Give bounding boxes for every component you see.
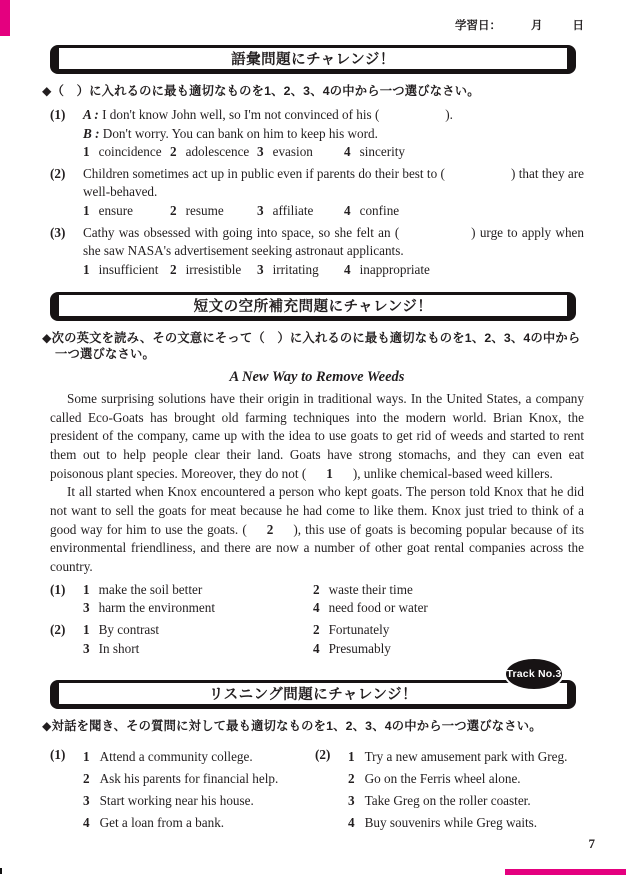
reading-section-header xyxy=(50,292,576,321)
choice-label: adolescence xyxy=(185,144,250,160)
choice-1 xyxy=(83,202,170,221)
choice-label: Fortunately xyxy=(328,622,390,638)
choice-number: 3 xyxy=(83,640,90,656)
speaker-separator: : xyxy=(91,107,103,122)
choice-3 xyxy=(348,790,584,812)
speaker-label: B xyxy=(83,125,92,141)
choice-number: 4 xyxy=(348,815,355,831)
choice-label: ensure xyxy=(98,202,134,218)
choice-label: Presumably xyxy=(328,640,391,656)
choice-label: need food or water xyxy=(328,600,428,616)
audio-track-badge: Track No.3 xyxy=(504,657,564,691)
choice-1 xyxy=(83,143,170,162)
choice-grid xyxy=(83,581,584,618)
study-date-month-label: 月 xyxy=(531,20,543,32)
choice-number: 4 xyxy=(344,261,351,277)
question-number: (2) xyxy=(50,622,66,638)
choice-label: evasion xyxy=(272,144,313,160)
choice-4 xyxy=(313,640,584,659)
page-number: 7 xyxy=(588,836,595,851)
choice-4 xyxy=(344,261,584,280)
choice-label: make the soil better xyxy=(98,581,203,597)
reading-instruction: ◆次の英文を読み、その文意にそって（ ）に入れるのに最も適切なものを1、2、3、4の中から一つ選びなさい。 xyxy=(42,330,581,362)
question-number: (2) xyxy=(315,747,331,763)
choice-number: 2 xyxy=(83,771,90,787)
passage-paragraph-2 xyxy=(50,483,584,577)
choice-label: By contrast xyxy=(98,622,160,638)
listening-question-2 xyxy=(307,746,584,834)
choice-label: sincerity xyxy=(359,144,406,160)
choice-number: 2 xyxy=(313,581,320,597)
vocab-question-3 xyxy=(42,224,584,280)
print-registration-mark xyxy=(0,868,2,874)
choice-label: irritating xyxy=(272,261,319,277)
choice-1 xyxy=(83,261,170,280)
choice-label: In short xyxy=(98,640,140,656)
paragraph-text: It all started when Knox encountered a person who kept goats. The person told Knox that he did not want to sell the goats for meat because he had come to like them. Knox just tried to think of a good way for him to use the goats. ( xyxy=(50,484,584,537)
choice-row xyxy=(83,202,584,221)
choice-2 xyxy=(83,768,307,790)
choice-label: waste their time xyxy=(328,581,413,597)
choice-2 xyxy=(313,581,584,600)
listening-question-1 xyxy=(42,746,307,834)
question-text: Cathy was obsessed with going into space, so she felt an ( ) urge to apply when she saw NASA's advertisement seeking astronaut applicants. xyxy=(83,224,584,259)
listening-instruction: ◆対話を聞き、その質問に対して最も適切なものを1、2、3、4の中から一つ選びなさい。 xyxy=(42,718,542,733)
reading-question-1 xyxy=(42,581,584,618)
dialogue-line-a xyxy=(83,106,584,125)
choice-4 xyxy=(313,599,584,618)
choice-1 xyxy=(83,581,313,600)
listening-section xyxy=(42,668,584,834)
choice-2 xyxy=(170,143,257,162)
choice-number: 1 xyxy=(83,622,90,638)
reading-passage xyxy=(50,369,584,577)
speaker-label: A xyxy=(83,107,92,122)
choice-4 xyxy=(344,202,584,221)
page-edge-accent-tab-bottom xyxy=(505,869,626,875)
choice-number: 2 xyxy=(348,771,355,787)
dialogue-text: I don't know John well, so I'm not convinced of his ( ). xyxy=(102,107,453,122)
choice-number: 3 xyxy=(83,600,90,616)
choice-row xyxy=(83,261,584,280)
choice-4 xyxy=(83,812,307,834)
choice-label: confine xyxy=(359,202,400,218)
choice-number: 1 xyxy=(348,749,355,765)
choice-4 xyxy=(344,143,584,162)
listening-section-header xyxy=(50,680,576,709)
study-date-label: 学習日： xyxy=(455,20,501,32)
choice-number: 3 xyxy=(257,261,264,277)
choice-label: inappropriate xyxy=(359,261,430,277)
study-date-day-label: 日 xyxy=(572,20,584,32)
choice-grid xyxy=(83,621,584,658)
paragraph-text: ), unlike chemical-based weed killers. xyxy=(352,465,553,481)
choice-number: 1 xyxy=(83,581,90,597)
choice-2 xyxy=(170,261,257,280)
study-date xyxy=(455,17,584,33)
choice-label: affiliate xyxy=(272,202,314,218)
choice-3 xyxy=(83,599,313,618)
choice-3 xyxy=(257,261,344,280)
choice-number: 2 xyxy=(170,144,177,160)
paragraph-text: Some surprising solutions have their origin in traditional ways. In the United States, a company called Eco-Goats has brought old farming techniques into the modern world. Brian Knox, the president of the company, came up with the idea to use goats to get rid of weeds and started to rent them out to help people clear their land. Goats have strong stomachs, and they can even eat poisonous plant species. Moreover, they do not ( xyxy=(50,390,584,481)
paragraph-text: ), this use of goats is becoming popular because of its environmental friendliness, and there are now a number of other goat rental companies across the country. xyxy=(50,521,584,575)
reading-question-2 xyxy=(42,621,584,658)
choice-label: Go on the Ferris wheel alone. xyxy=(364,771,521,787)
choice-label: Start working near his house. xyxy=(99,793,254,809)
question-text: Children sometimes act up in public even if parents do their best to ( ) that they are well-behaved. xyxy=(83,165,584,200)
choice-label: insufficient xyxy=(98,261,159,277)
choice-2 xyxy=(170,202,257,221)
question-number: (3) xyxy=(50,224,66,240)
choice-4 xyxy=(348,812,584,834)
choice-number: 4 xyxy=(313,600,320,616)
choice-1 xyxy=(83,746,307,768)
vocab-question-1 xyxy=(42,106,584,162)
choice-label: Try a new amusement park with Greg. xyxy=(364,749,568,765)
question-number: (2) xyxy=(50,165,66,181)
choice-number: 4 xyxy=(344,202,351,218)
choice-label: irresistible xyxy=(185,261,242,277)
choice-1 xyxy=(83,621,313,640)
choice-3 xyxy=(83,790,307,812)
choice-number: 4 xyxy=(313,640,320,656)
choice-3 xyxy=(257,143,344,162)
choice-number: 3 xyxy=(348,793,355,809)
question-number: (1) xyxy=(50,581,66,597)
choice-number: 1 xyxy=(83,261,90,277)
choice-number: 1 xyxy=(83,144,90,160)
choice-3 xyxy=(257,202,344,221)
vocab-instruction: ◆（ ）に入れるのに最も適切なものを1、2、3、4の中から一つ選びなさい。 xyxy=(42,83,480,98)
page-edge-accent-tab-top xyxy=(0,0,10,36)
choice-number: 1 xyxy=(83,202,90,218)
passage-paragraph-1 xyxy=(50,390,584,484)
choice-number: 3 xyxy=(257,202,264,218)
choice-label: harm the environment xyxy=(98,600,216,616)
question-number: (1) xyxy=(50,747,66,763)
choice-label: coincidence xyxy=(98,144,162,160)
choice-row xyxy=(83,143,584,162)
reading-section xyxy=(42,292,584,658)
listening-section-title: リスニング問題にチャレンジ！ xyxy=(208,686,418,703)
choice-number: 4 xyxy=(83,815,90,831)
choice-2 xyxy=(313,621,584,640)
reading-section-title: 短文の空所補充問題にチャレンジ！ xyxy=(193,298,433,315)
dialogue-text: Don't worry. You can bank on him to keep his word. xyxy=(102,125,378,141)
choice-3 xyxy=(83,640,313,659)
choice-2 xyxy=(348,768,584,790)
choice-label: Take Greg on the roller coaster. xyxy=(364,793,531,809)
answer-blank-1: 1 xyxy=(326,465,333,481)
question-number: (1) xyxy=(50,107,66,122)
choice-number: 1 xyxy=(83,749,90,765)
vocab-section-header xyxy=(50,45,576,74)
choice-number: 2 xyxy=(170,202,177,218)
vocab-question-2 xyxy=(42,165,584,221)
choice-number: 3 xyxy=(83,793,90,809)
choice-number: 3 xyxy=(257,144,264,160)
choice-number: 4 xyxy=(344,144,351,160)
choice-label: Buy souvenirs while Greg waits. xyxy=(364,815,538,831)
dialogue-line-b xyxy=(83,125,584,144)
choice-label: resume xyxy=(185,202,224,218)
speaker-separator: : xyxy=(91,125,103,141)
answer-blank-2: 2 xyxy=(266,521,274,537)
choice-number: 2 xyxy=(170,261,177,277)
choice-label: Attend a community college. xyxy=(99,749,253,765)
passage-title: A New Way to Remove Weeds xyxy=(229,368,405,385)
vocab-section xyxy=(42,45,584,279)
choice-number: 2 xyxy=(313,622,320,638)
choice-label: Ask his parents for financial help. xyxy=(99,771,279,787)
vocab-section-title: 語彙問題にチャレンジ！ xyxy=(231,51,395,68)
choice-label: Get a loan from a bank. xyxy=(99,815,225,831)
choice-1 xyxy=(348,746,584,768)
